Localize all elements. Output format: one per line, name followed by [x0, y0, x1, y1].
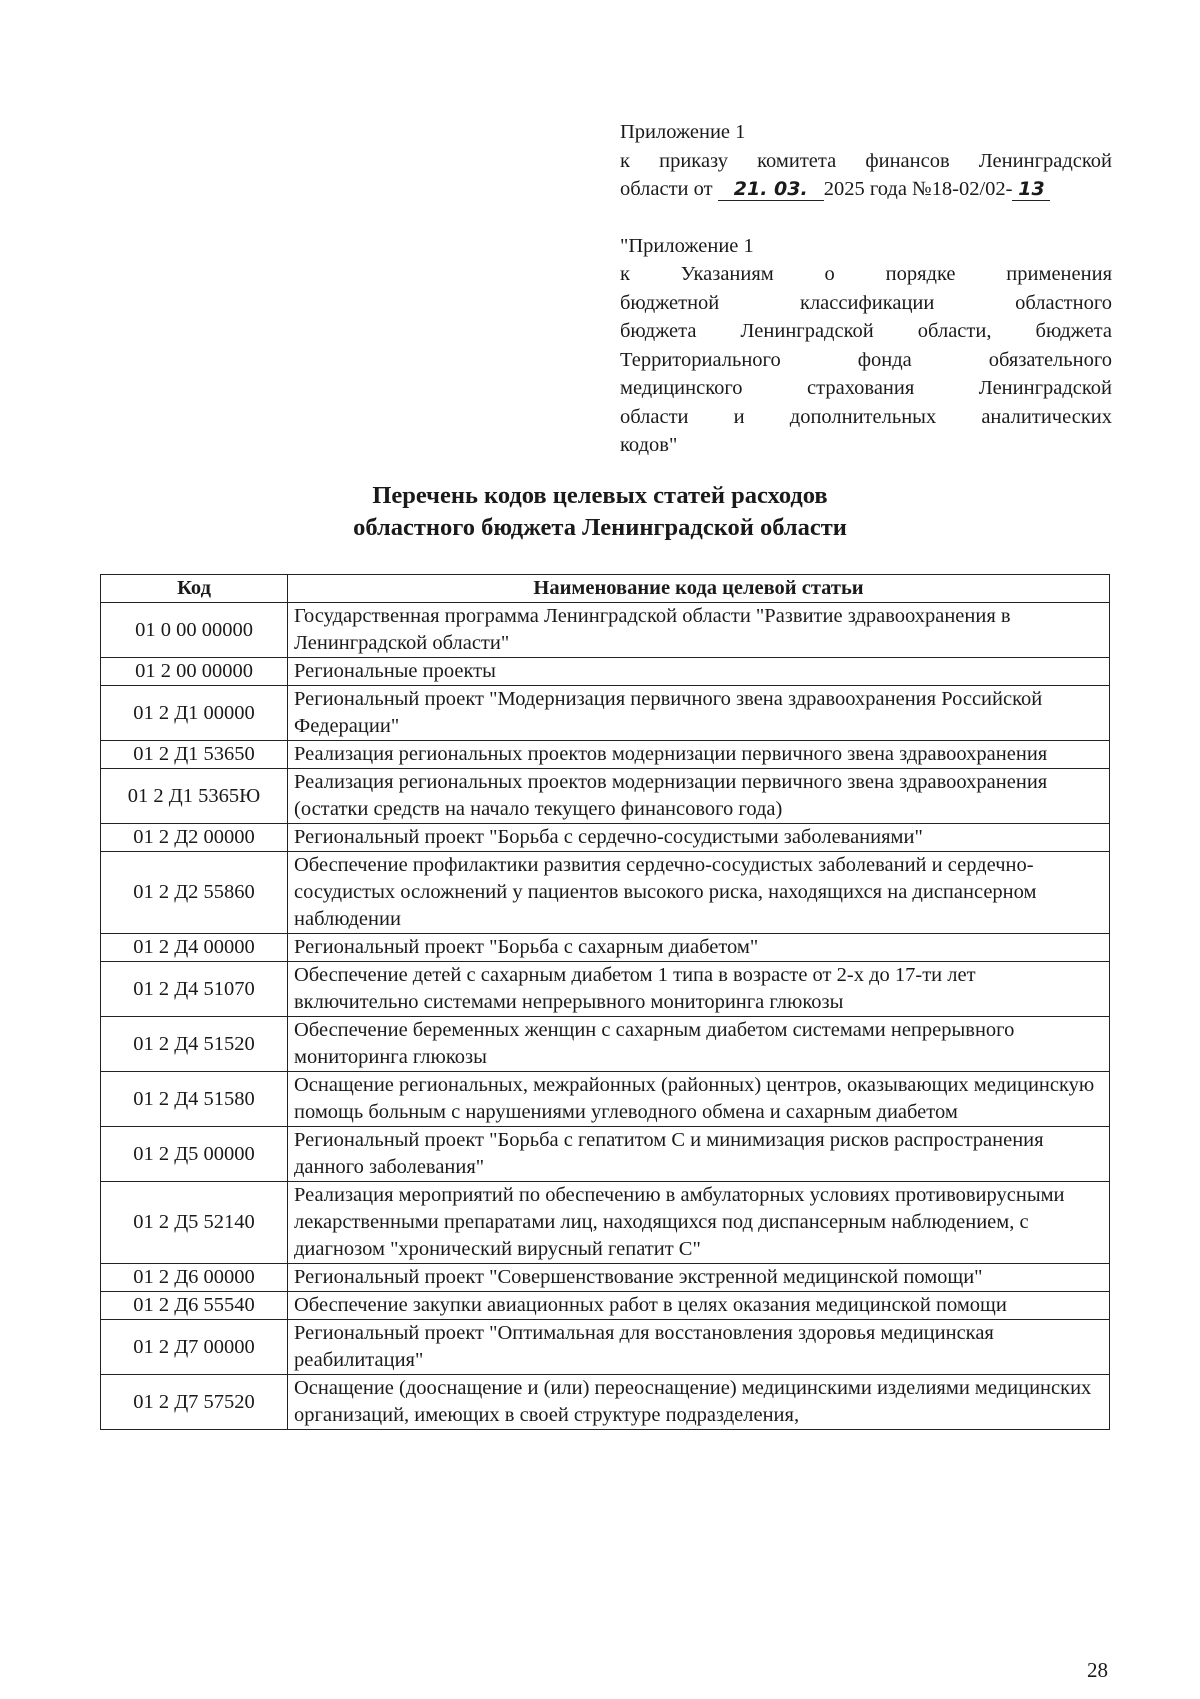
table-row — [101, 603, 1110, 658]
table-row — [101, 962, 1110, 1017]
name-cell: Региональный проект "Совершенствование экстренной медицинской помощи" — [288, 1264, 1110, 1292]
table-row — [101, 852, 1110, 934]
order-reference: к приказу комитета финансов Ленинградской — [620, 149, 1112, 172]
name-cell: Реализация региональных проектов модернизации первичного звена здравоохранения — [288, 741, 1110, 769]
name-cell: Оснащение региональных, межрайонных (районных) центров, оказывающих медицинскую помощь больным с нарушениями углеводного обмена и сахарным диабетом — [288, 1072, 1110, 1127]
code-cell: 01 0 00 00000 — [101, 603, 288, 658]
quote-line: к Указаниям о порядке применения — [620, 263, 1112, 285]
page-number: 28 — [1087, 1658, 1108, 1682]
code-cell: 01 2 Д1 5365Ю — [101, 769, 288, 824]
handwritten-date: 21. 03. — [718, 178, 824, 201]
appendix-header — [620, 118, 1112, 460]
code-cell: 01 2 Д2 55860 — [101, 852, 288, 934]
quote-line: Территориального фонда обязательного — [620, 348, 1112, 371]
code-cell: 01 2 Д4 00000 — [101, 934, 288, 962]
quote-line: бюджета Ленинградской области, бюджета — [620, 320, 1112, 342]
quote-line: "Приложение 1 — [620, 234, 754, 257]
order-number-text: 2025 года №18-02/02- — [823, 178, 1013, 200]
code-cell: 01 2 Д4 51070 — [101, 962, 288, 1017]
code-cell: 01 2 Д7 57520 — [101, 1375, 288, 1430]
table-row — [101, 1320, 1110, 1375]
title-line-1: Перечень кодов целевых статей расходов — [372, 482, 828, 509]
name-cell: Обеспечение профилактики развития сердечно-сосудистых заболеваний и сердечно-сосудистых осложнений у пациентов высокого риска, находящихся на диспансерном наблюдении — [288, 852, 1110, 934]
appendix-title: Приложение 1 — [620, 121, 746, 143]
code-cell: 01 2 Д5 52140 — [101, 1182, 288, 1264]
code-cell: 01 2 Д6 55540 — [101, 1292, 288, 1320]
table-row — [101, 769, 1110, 824]
code-cell: 01 2 Д4 51520 — [101, 1017, 288, 1072]
table-row — [101, 1264, 1110, 1292]
code-cell: 01 2 Д2 00000 — [101, 824, 288, 852]
table-row — [101, 686, 1110, 741]
code-cell: 01 2 Д5 00000 — [101, 1127, 288, 1182]
code-cell: 01 2 Д6 00000 — [101, 1264, 288, 1292]
name-cell: Обеспечение закупки авиационных работ в целях оказания медицинской помощи — [288, 1292, 1110, 1320]
table-row — [101, 1292, 1110, 1320]
name-cell: Обеспечение детей с сахарным диабетом 1 типа в возрасте от 2-х до 17-ти лет включительно системами непрерывного мониторинга глюкозы — [288, 962, 1110, 1017]
quote-line: области и дополнительных аналитических — [620, 405, 1112, 428]
code-cell: 01 2 Д1 00000 — [101, 686, 288, 741]
order-date-line — [620, 175, 1112, 204]
quote-line: медицинского страхования Ленинградской — [620, 377, 1112, 399]
codes-table — [100, 574, 1110, 1430]
quote-line: бюджетной классификации областного — [620, 291, 1112, 314]
code-cell: 01 2 Д7 00000 — [101, 1320, 288, 1375]
name-cell: Региональный проект "Борьба с гепатитом С и минимизация рисков распространения данного заболевания" — [288, 1127, 1110, 1182]
name-cell: Оснащение (дооснащение и (или) переоснащение) медицинскими изделиями медицинских организаций, имеющих в своей структуре подразделения, — [288, 1375, 1110, 1430]
order-date-prefix: области от — [620, 178, 713, 200]
table-row — [101, 824, 1110, 852]
title-line-2: областного бюджета Ленинградской области — [353, 514, 847, 541]
table-row — [101, 1375, 1110, 1430]
handwritten-order-number: 13 — [1012, 178, 1050, 201]
table-row — [101, 658, 1110, 686]
name-cell: Региональный проект "Оптимальная для восстановления здоровья медицинская реабилитация" — [288, 1320, 1110, 1375]
table-row — [101, 741, 1110, 769]
table-row — [101, 1182, 1110, 1264]
code-cell: 01 2 Д4 51580 — [101, 1072, 288, 1127]
code-cell: 01 2 00 00000 — [101, 658, 288, 686]
name-cell: Реализация региональных проектов модернизации первичного звена здравоохранения (остатки средств на начало текущего финансового года) — [288, 769, 1110, 824]
name-cell: Региональный проект "Борьба с сахарным диабетом" — [288, 934, 1110, 962]
quote-line: кодов" — [620, 434, 678, 456]
column-header-name: Наименование кода целевой статьи — [288, 575, 1110, 603]
table-row — [101, 934, 1110, 962]
code-cell: 01 2 Д1 53650 — [101, 741, 288, 769]
name-cell: Государственная программа Ленинградской области "Развитие здравоохранения в Ленинградской области" — [288, 603, 1110, 658]
column-header-code: Код — [101, 575, 288, 603]
name-cell: Обеспечение беременных женщин с сахарным диабетом системами непрерывного мониторинга глюкозы — [288, 1017, 1110, 1072]
table-row — [101, 1127, 1110, 1182]
table-header-row — [101, 575, 1110, 603]
document-title — [100, 480, 1100, 544]
table-row — [101, 1072, 1110, 1127]
name-cell: Региональный проект "Модернизация первичного звена здравоохранения Российской Федерации" — [288, 686, 1110, 741]
table-row — [101, 1017, 1110, 1072]
name-cell: Региональные проекты — [288, 658, 1110, 686]
name-cell: Региональный проект "Борьба с сердечно-сосудистыми заболеваниями" — [288, 824, 1110, 852]
name-cell: Реализация мероприятий по обеспечению в амбулаторных условиях противовирусными лекарственными препаратами лиц, находящихся под диспансерным наблюдением, с диагнозом "хронический вирусный гепатит С" — [288, 1182, 1110, 1264]
